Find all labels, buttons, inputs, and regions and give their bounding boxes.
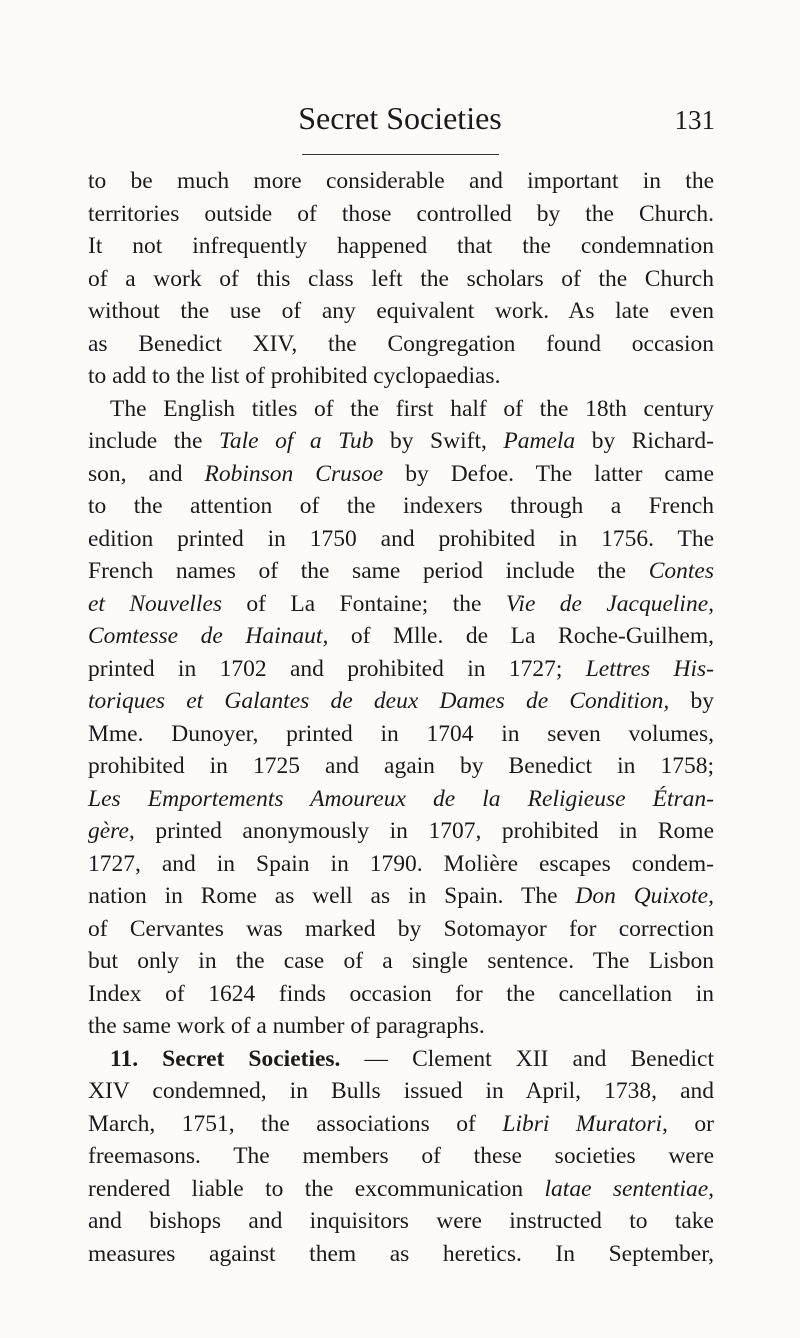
text-line bbox=[88, 718, 714, 751]
text-segment: Vie de Jacqueline, bbox=[505, 590, 714, 617]
text-segment: by Swift, bbox=[373, 428, 504, 454]
text-line bbox=[88, 458, 714, 491]
text-segment: toriques et Galantes de deux Dames de Condition, bbox=[88, 688, 670, 714]
text-segment: Mme. Dunoyer, printed in 1704 in seven volumes, bbox=[88, 720, 714, 747]
running-title: Secret Societies bbox=[298, 100, 502, 136]
text-segment: Contes bbox=[648, 558, 714, 584]
text-segment: March, 1751, the associations of bbox=[88, 1110, 503, 1137]
text-segment: nation in Rome as well as in Spain. The bbox=[88, 883, 576, 909]
text-segment: et Nouvelles bbox=[88, 590, 223, 617]
header-rule bbox=[302, 154, 499, 155]
text-segment: XIV condemned, in Bulls issued in April, 1738, and bbox=[88, 1078, 714, 1104]
text-line bbox=[88, 198, 714, 231]
text-segment: to be much more considerable and important in the bbox=[88, 168, 714, 194]
text-segment: edition printed in 1750 and prohibited in 1756. The bbox=[88, 525, 714, 552]
text-segment: Comtesse de Hainaut, bbox=[88, 623, 329, 649]
text-line bbox=[88, 1238, 714, 1271]
text-segment: — Clement XII and Benedict bbox=[340, 1045, 714, 1072]
text-segment: Robinson Crusoe bbox=[204, 460, 384, 487]
text-segment: freemasons. The members of these societies were bbox=[88, 1143, 714, 1169]
text-segment: territories outside of those controlled by the Church. bbox=[88, 200, 714, 227]
text-segment: latae sententiae, bbox=[544, 1175, 715, 1202]
text-segment: Pamela bbox=[503, 428, 576, 454]
text-line bbox=[88, 1043, 714, 1076]
text-segment: Tale of a Tub bbox=[218, 428, 374, 454]
text-line bbox=[88, 165, 714, 198]
text-line bbox=[88, 750, 714, 783]
text-segment: Libri Muratori, bbox=[502, 1110, 668, 1137]
text-segment: Don Quixote, bbox=[575, 883, 714, 909]
text-line bbox=[88, 1205, 714, 1238]
text-line bbox=[88, 263, 714, 296]
text-segment: or bbox=[667, 1110, 714, 1137]
text-segment: of a work of this class left the scholars of the Church bbox=[88, 265, 714, 292]
text-segment: prohibited in 1725 and again by Benedict in 1758; bbox=[88, 753, 714, 779]
text-segment: Lettres His- bbox=[585, 655, 714, 682]
text-segment: but only in the case of a single sentence. The Lisbon bbox=[88, 948, 714, 974]
text-line bbox=[88, 425, 714, 458]
text-segment: printed anonymously in 1707, prohibited in Rome bbox=[134, 818, 714, 844]
text-segment: of Mlle. de La Roche-Guilhem, bbox=[328, 623, 714, 649]
text-line bbox=[88, 555, 714, 588]
text-line bbox=[88, 328, 714, 361]
text-line bbox=[88, 945, 714, 978]
text-line bbox=[88, 815, 714, 848]
text-line bbox=[88, 1108, 714, 1141]
text-segment: son, and bbox=[88, 460, 205, 487]
text-line bbox=[88, 1173, 714, 1206]
text-segment: printed in 1702 and prohibited in 1727; bbox=[88, 655, 586, 682]
page-number: 131 bbox=[674, 105, 715, 135]
text-segment: to the attention of the indexers through a French bbox=[88, 493, 714, 519]
text-segment: as Benedict XIV, the Congregation found occasion bbox=[88, 330, 714, 357]
text-line bbox=[88, 913, 714, 946]
text-segment: by Richard- bbox=[575, 428, 714, 454]
text-segment: measures against them as heretics. In September, bbox=[88, 1240, 714, 1267]
text-segment: It not infrequently happened that the condemnation bbox=[88, 233, 714, 259]
text-line bbox=[88, 783, 714, 816]
text-line bbox=[88, 360, 714, 393]
text-line bbox=[88, 1140, 714, 1173]
text-segment: and bishops and inquisitors were instructed to take bbox=[88, 1208, 714, 1234]
text-segment: by Defoe. The latter came bbox=[383, 460, 714, 487]
text-line bbox=[88, 653, 714, 686]
text-line bbox=[88, 848, 714, 881]
text-segment: without the use of any equivalent work. As late even bbox=[88, 298, 714, 324]
text-segment: gère, bbox=[88, 818, 135, 844]
text-segment: the same work of a number of paragraphs. bbox=[88, 1013, 485, 1039]
text-line bbox=[88, 393, 714, 426]
text-line bbox=[88, 620, 714, 653]
text-segment: by bbox=[669, 688, 714, 714]
text-line bbox=[88, 880, 714, 913]
text-segment: Index of 1624 finds occasion for the cancellation in bbox=[88, 980, 714, 1007]
body-text bbox=[88, 165, 714, 1270]
text-line bbox=[88, 588, 714, 621]
text-segment: rendered liable to the excommunication bbox=[88, 1175, 545, 1202]
text-line bbox=[88, 1010, 714, 1043]
text-line bbox=[88, 523, 714, 556]
text-segment: of Cervantes was marked by Sotomayor for correction bbox=[88, 915, 714, 942]
text-line bbox=[88, 978, 714, 1011]
text-line bbox=[88, 230, 714, 263]
text-segment: include the bbox=[88, 428, 219, 454]
text-segment: The English titles of the first half of the 18th century bbox=[110, 395, 714, 422]
text-line bbox=[88, 490, 714, 523]
text-segment: 11. Secret Societies. bbox=[110, 1045, 341, 1072]
text-line bbox=[88, 1075, 714, 1108]
text-segment: Les Emportements Amoureux de la Religieuse Étran- bbox=[88, 785, 714, 812]
text-segment: French names of the same period include the bbox=[88, 558, 649, 584]
running-head bbox=[0, 96, 800, 140]
text-segment: to add to the list of prohibited cyclopaedias. bbox=[88, 363, 501, 389]
text-segment: 1727, and in Spain in 1790. Molière escapes condem- bbox=[88, 850, 714, 877]
text-segment: of La Fontaine; the bbox=[222, 590, 506, 617]
text-line bbox=[88, 685, 714, 718]
text-line bbox=[88, 295, 714, 328]
